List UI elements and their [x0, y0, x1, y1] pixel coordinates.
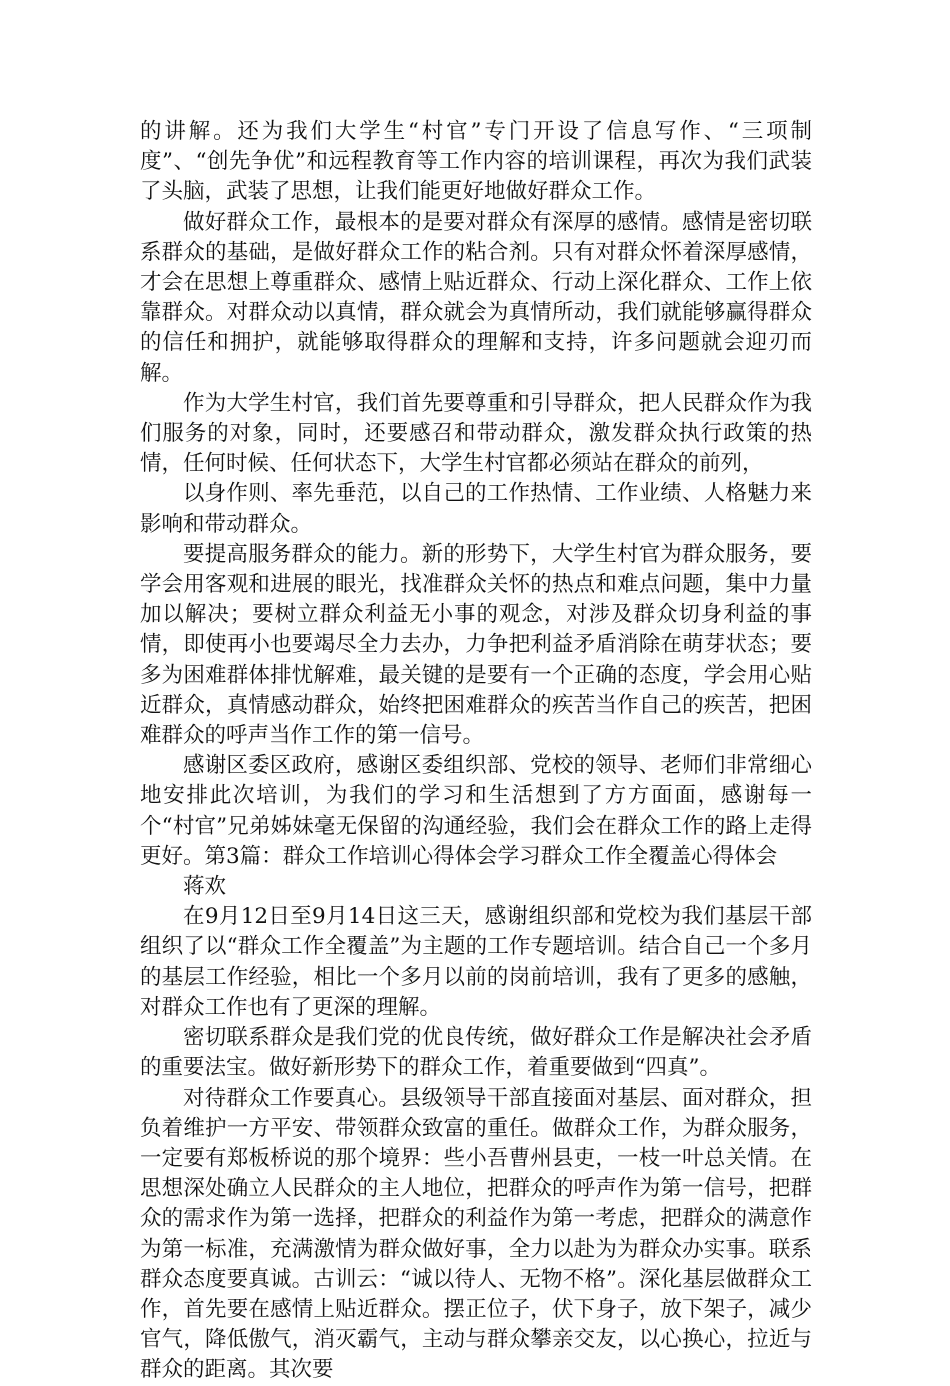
- paragraph: 要提高服务群众的能力。新的形势下，大学生村官为群众服务，要学会用客观和进展的眼光，找准群众关怀的热点和难点问题，集中力量加以解决；要树立群众利益无小事的观念，对涉及群众切身利益的事情，即使再小也要竭尽全力去办，力争把利益矛盾消除在萌芽状态；要多为困难群体排忧解难，最关键的是要有一个正确的态度，学会用心贴近群众，真情感动群众，始终把困难群众的疾苦当作自己的疾苦，把困难群众的呼声当作工作的第一信号。: [140, 541, 812, 749]
- paragraph: 以身作则、率先垂范，以自己的工作热情、工作业绩、人格魅力来影响和带动群众。: [140, 481, 812, 537]
- author-name: 蒋欢: [183, 874, 227, 900]
- paragraph-continuation: 的讲解。还为我们大学生“村官”专门开设了信息写作、“三项制度”、“创先争优”和远程教育等工作内容的培训课程，再次为我们武装了头脑，武装了思想，让我们能更好地做好群众工作。: [140, 119, 812, 205]
- document-body: [140, 117, 812, 1386]
- paragraph: 在9月12日至9月14日这三天，感谢组织部和党校为我们基层干部组织了以“群众工作全覆盖”为主题的工作专题培训。结合自己一个多月的基层工作经验，相比一个多月以前的岗前培训，我有了更多的感触，对群众工作也有了更深的理解。: [140, 904, 812, 1020]
- paragraph: 对待群众工作要真心。县级领导干部直接面对基层、面对群众，担负着维护一方平安、带领群众致富的重任。做群众工作，为群众服务，一定要有郑板桥说的那个境界：些小吾曹州县吏，一枝一叶总关情。在思想深处确立人民群众的主人地位，把群众的呼声作为第一信号，把群众的需求作为第一选择，把群众的利益作为第一考虑，把群众的满意作为第一标准，充满激情为群众做好事，全力以赴为为群众办实事。联系群众态度要真诚。古训云：“诚以待人、无物不格”。深化基层做群众工作，首先要在感情上贴近群众。摆正位子，伏下身子，放下架子，减少官气，降低傲气，消灭霸气，主动与群众攀亲交友，以心换心，拉近与群众的距离。其次要: [140, 1085, 812, 1383]
- paragraph: 密切联系群众是我们党的优良传统，做好群众工作是解决社会矛盾的重要法宝。做好新形势下的群众工作，着重要做到“四真”。: [140, 1025, 812, 1081]
- paragraph: 感谢区委区政府，感谢区委组织部、党校的领导、老师们非常细心地安排此次培训，为我们的学习和生活想到了方方面面，感谢每一个“村官”兄弟姊妹毫无保留的沟通经验，我们会在群众工作的路上走得更好。第3篇：群众工作培训心得体会学习群众工作全覆盖心得体会: [140, 753, 812, 869]
- paragraph: 做好群众工作，最根本的是要对群众有深厚的感情。感情是密切联系群众的基础，是做好群众工作的粘合剂。只有对群众怀着深厚感情，才会在思想上尊重群众、感情上贴近群众、行动上深化群众、工作上依靠群众。对群众动以真情，群众就会为真情所动，我们就能够赢得群众的信任和拥护，就能够取得群众的理解和支持，许多问题就会迎刃而解。: [140, 209, 812, 386]
- paragraph: 作为大学生村官，我们首先要尊重和引导群众，把人民群众作为我们服务的对象，同时，还要感召和带动群众，激发群众执行政策的热情，任何时候、任何状态下，大学生村官都必须站在群众的前列，: [140, 390, 812, 477]
